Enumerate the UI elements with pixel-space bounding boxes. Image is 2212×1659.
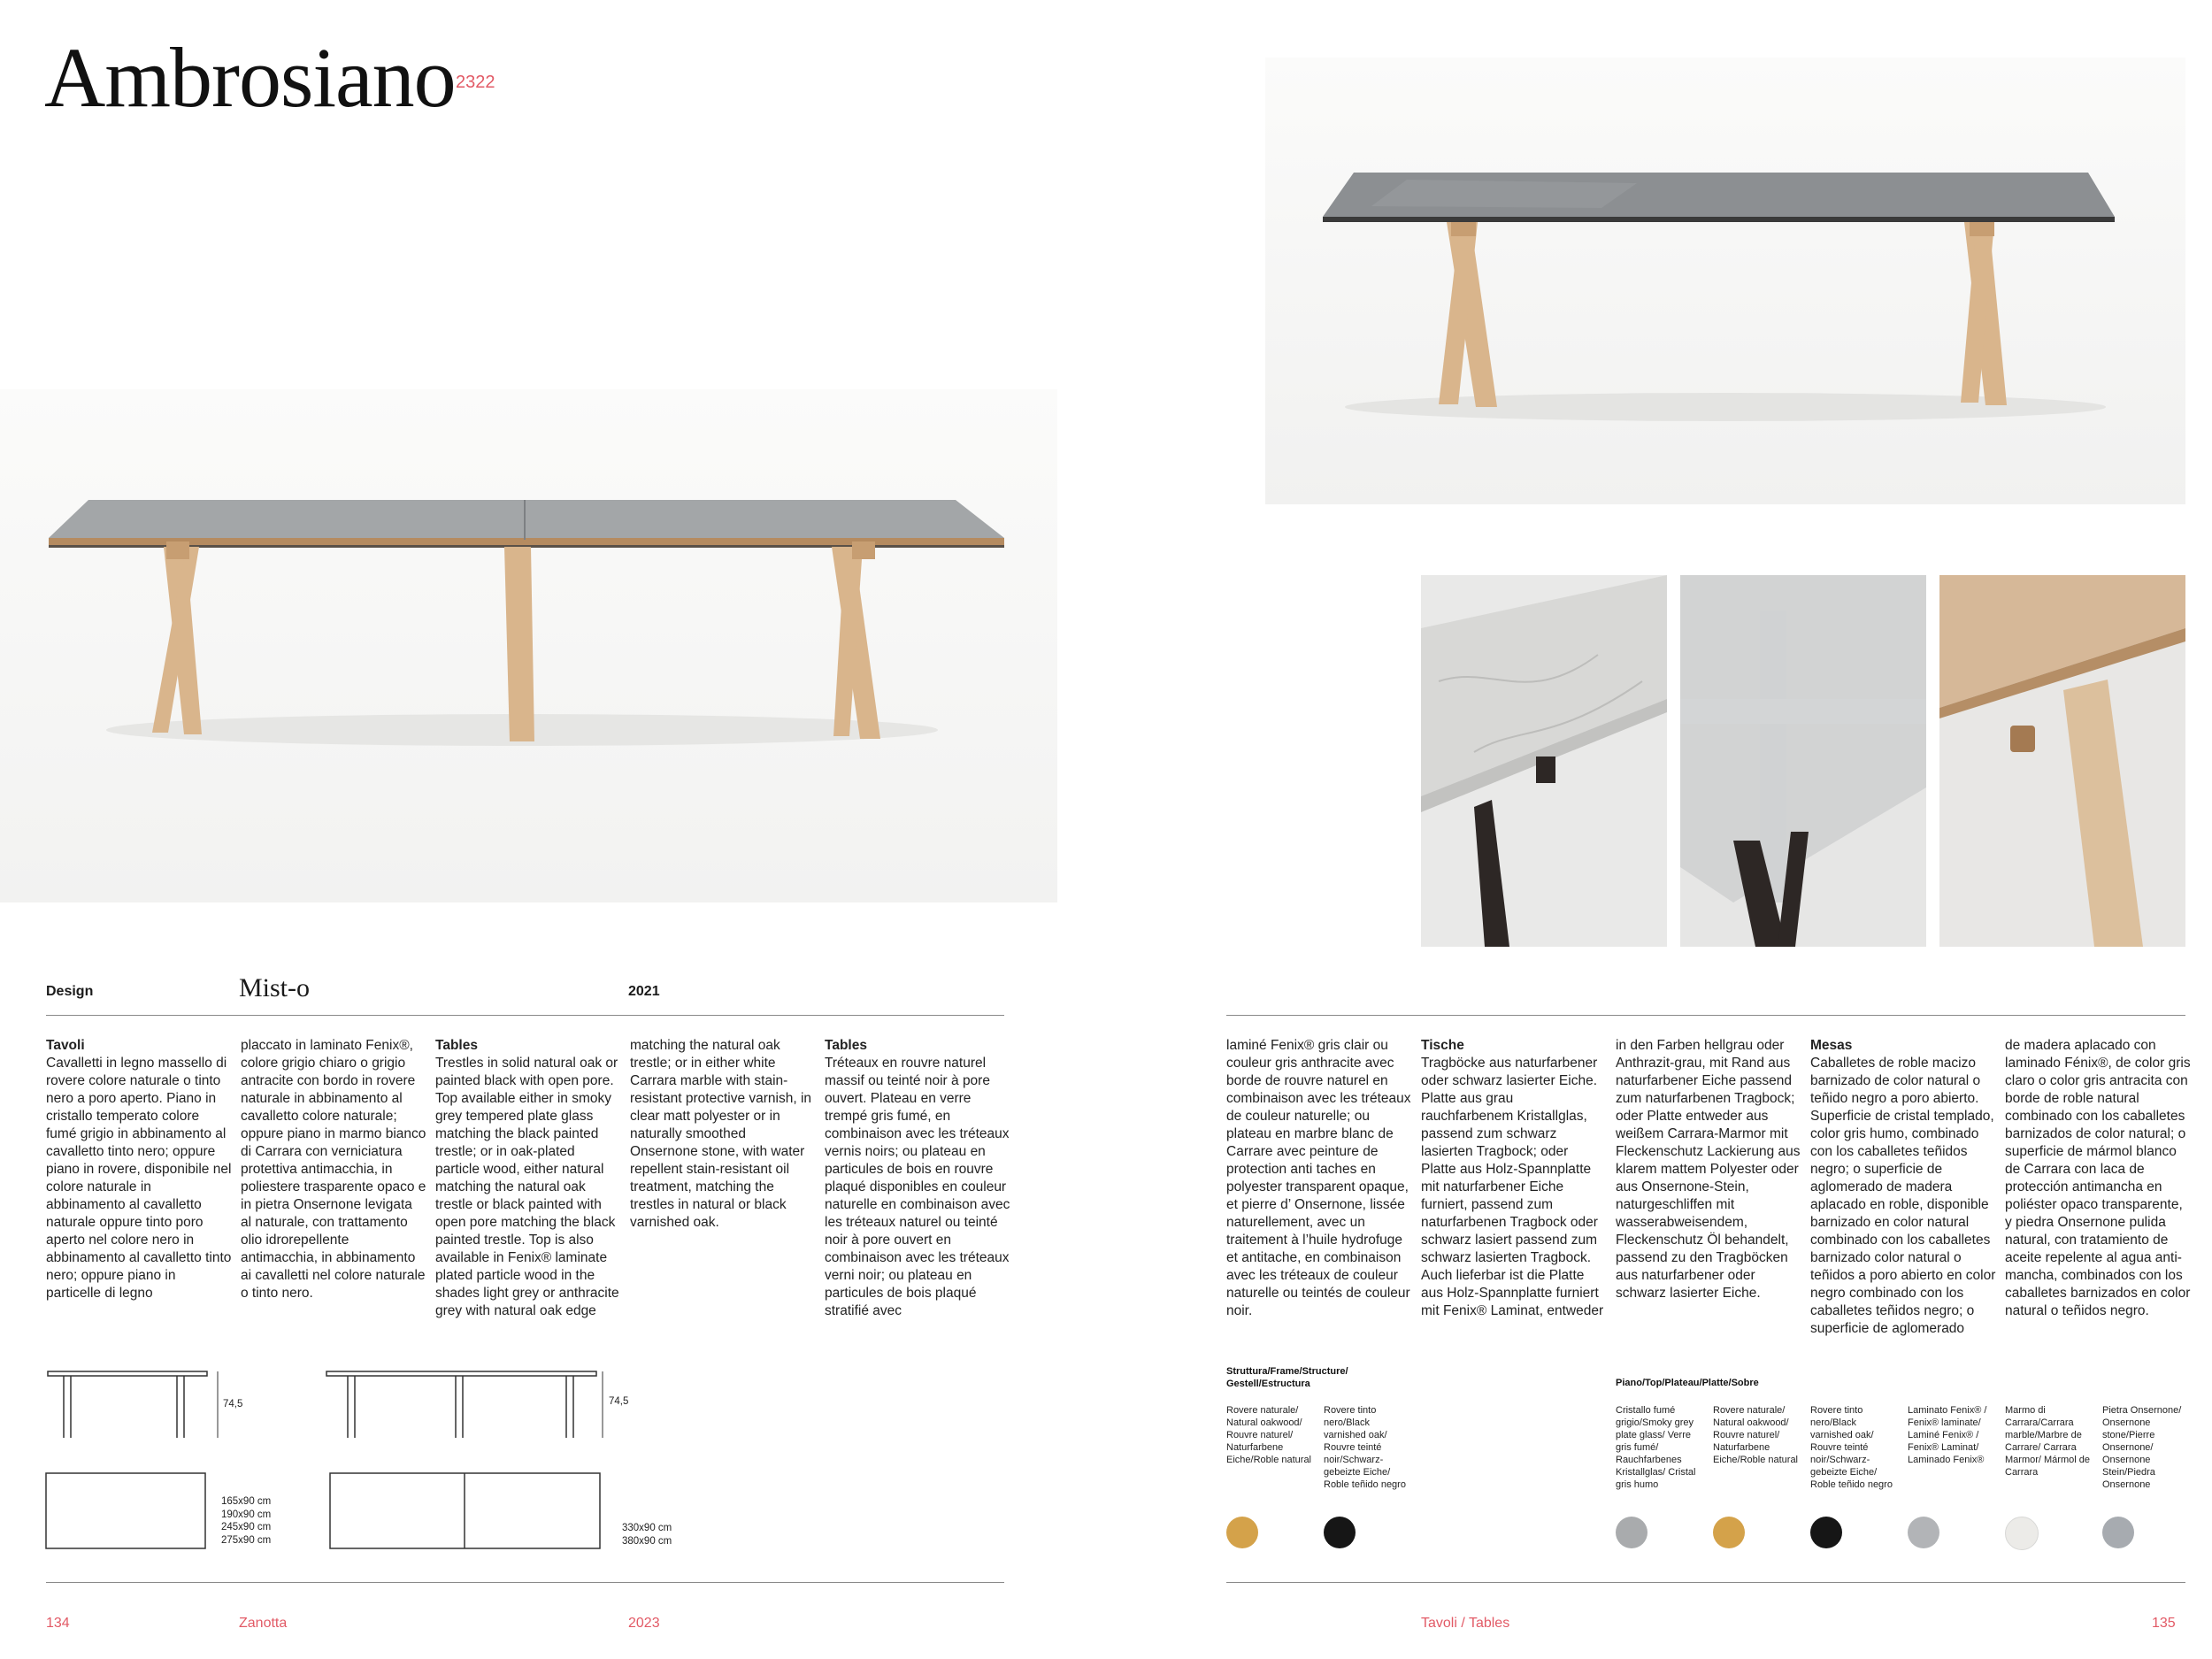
size-item: 190x90 cm	[221, 1509, 272, 1520]
swatch-fenix-laminate	[1908, 1517, 1939, 1548]
swatch-black-oak-frame	[1324, 1517, 1356, 1548]
text-col-de-2	[1616, 1037, 1801, 1302]
page-number-left: 134	[46, 1616, 70, 1631]
photo-table-grey-top	[1265, 58, 2185, 504]
footer-year: 2023	[628, 1616, 660, 1631]
designer-name: Mist-o	[239, 973, 311, 1002]
text-col-en-1	[435, 1037, 621, 1320]
top-finish-label: Rovere tinto nero/Black varnished oak/ Rouvre teinté noir/Schwarz-gebeizte Eiche/ Roble teñido negro	[1810, 1405, 1893, 1490]
top-finishes-heading: Piano/Top/Plateau/Platte/Sobre	[1616, 1378, 1759, 1388]
swatch-natural-oak-top	[1713, 1517, 1745, 1548]
photo-detail-oak	[1939, 575, 2185, 947]
design-year: 2021	[628, 984, 660, 999]
text-col-it-2	[241, 1037, 426, 1302]
paragraph-en-2: matching the natural oak trestle; or in either white Carrara marble with stain-resistant protective varnish, in clear matt polyester or in naturally smoothed Onsernone stone, with water repellent stain-resistant oil treatment, matching the trestles in natural or black varnished oak.	[630, 1038, 812, 1230]
marble-detail-illustration	[1421, 575, 1667, 947]
size-item: 380x90 cm	[622, 1535, 672, 1547]
text-col-fr-2	[1226, 1037, 1412, 1320]
grey-top-table-illustration	[1265, 58, 2185, 504]
paragraph-en-1: Trestles in solid natural oak or painted black with open pore. Top available either in smoky grey tempered plate glass matching the black painted trestle; or in oak-plated particle wood, either natural matching the natural oak trestle or black painted with open pore matching the black painted trestle. Top is also available in Fenix® laminate plated particle wood in the shades light grey or anthracite grey with natural oak edge	[435, 1056, 619, 1318]
text-col-en-2	[630, 1037, 816, 1232]
divider-left-bottom	[46, 1582, 1004, 1583]
design-label: Design	[46, 984, 94, 999]
text-col-it-1	[46, 1037, 232, 1302]
footer-brand: Zanotta	[239, 1616, 288, 1631]
oak-detail-illustration	[1939, 575, 2185, 947]
height-label-1: 74,5	[223, 1399, 243, 1409]
glass-detail-illustration	[1680, 575, 1926, 947]
text-col-fr-1	[825, 1037, 1010, 1320]
photo-detail-marble	[1421, 575, 1667, 947]
sizes-list-2	[622, 1522, 672, 1548]
height-label-2: 74,5	[609, 1396, 629, 1407]
heading-it: Tavoli	[46, 1038, 85, 1053]
product-code: 2322	[456, 73, 495, 92]
paragraph-fr-2: laminé Fenix® gris clair ou couleur gris anthracite avec borde de rouvre naturel en combinaison avec les tréteaux de couleur naturelle; ou plateau en marbre blanc de Carrare avec peinture de protection anti taches en polyester transparent opaque, et pierre d’ Onsernone, lissée naturellement, avec un traitement à l’huile hydrofuge et antitache, en combinaison avec les tréteaux de couleur naturelle ou teintés de couleur noir.	[1226, 1038, 1411, 1318]
long-table-illustration	[0, 389, 1057, 902]
heading-es: Mesas	[1810, 1038, 1853, 1053]
paragraph-es-1: Caballetes de roble macizo barnizado de color natural o teñido negro a poro abierto. Superficie de cristal templado, color gris humo, combinado con los caballetes teñidos negro; o superficie de aglomerado de madera aplacado en roble, disponible barnizado en color natural combinado con los caballetes barnizado color natural o teñidos a poro abierto en color negro combinado con los caballetes teñidos negro; o superficie de aglomerado	[1810, 1056, 1996, 1336]
footer-section: Tavoli / Tables	[1421, 1616, 1510, 1631]
size-item: 330x90 cm	[622, 1523, 672, 1533]
swatch-black-oak-top	[1810, 1517, 1842, 1548]
top-finish-label: Marmo di Carrara/Carrara marble/Marbre de Carrare/ Carrara Marmor/ Mármol de Carrara	[2005, 1405, 2090, 1478]
divider-left-top	[46, 1015, 1004, 1016]
heading-en: Tables	[435, 1038, 478, 1053]
frame-finishes-heading: Struttura/Frame/Structure/ Gestell/Estructura	[1226, 1366, 1348, 1389]
swatch-onsernone-stone	[2102, 1517, 2134, 1548]
photo-long-table	[0, 389, 1057, 902]
divider-right-bottom	[1226, 1582, 2185, 1583]
size-item: 165x90 cm	[221, 1496, 272, 1507]
photo-detail-glass	[1680, 575, 1926, 947]
text-col-es-2	[2005, 1037, 2191, 1320]
drawing-small-table	[44, 1367, 230, 1553]
paragraph-es-2: de madera aplacado con laminado Fénix®, de color gris claro o color gris antracita con borde de roble natural combinado con los caballetes barnizados de color natural; o superficie de mármol blanco de Carrara con laca de protección antimancha en poliéster opaco transparente, y piedra Onsernone pulida natural, con tratamiento de aceite repelente al agua anti-mancha, combinados con los caballetes barnizados en color natural o teñidos negro.	[2005, 1038, 2191, 1318]
drawing-large-table	[323, 1367, 606, 1553]
top-finish-label: Cristallo fumé grigio/Smoky grey plate glass/ Verre gris fumé/ Rauchfarbenes Kristallglas/ Cristal gris humo	[1616, 1405, 1696, 1490]
paragraph-de-2: in den Farben hellgrau oder Anthrazit-grau, mit Rand aus naturfarbener Eiche passend zum naturfarbenen Tragbock; oder Platte entweder aus weißem Carrara-Marmor mit Fleckenschutz Lackierung aus klarem mattem Polyester oder aus Onsernone-Stein, naturgeschliffen mit wasserabweisendem, Fleckenschutz Öl behandelt, passend zu den Tragböcken aus naturfarbener oder schwarz lasierter Eiche.	[1616, 1038, 1801, 1301]
text-col-es-1	[1810, 1037, 1996, 1338]
swatch-smoky-glass	[1616, 1517, 1647, 1548]
sizes-list-1	[221, 1495, 271, 1547]
top-finish-label: Rovere naturale/ Natural oakwood/ Rouvre naturel/ Naturfarbene Eiche/Roble natural	[1713, 1405, 1799, 1465]
text-col-de-1	[1421, 1037, 1607, 1320]
product-title: Ambrosiano	[44, 30, 456, 125]
paragraph-it-1: Cavalletti in legno massello di rovere colore naturale o tinto nero a poro aperto. Piano in cristallo temperato colore fumé grigio in abbinamento al cavalletto tinto nero; oppure piano in rovere, disponibile nel colore naturale in abbinamento al cavalletto naturale oppure tinto poro aperto nel colore nero in abbinamento al cavalletto tinto nero; oppure piano in particelle di legno	[46, 1056, 232, 1301]
swatch-natural-oak-frame	[1226, 1517, 1258, 1548]
size-item: 245x90 cm	[221, 1522, 272, 1532]
paragraph-it-2: placcato in laminato Fenix®, colore grigio chiaro o grigio antracite con bordo in rovere naturale in abbinamento al cavalletto colore naturale; oppure piano in marmo bianco di Carrara con verniciatura protettiva antimacchia, in poliestere trasparente opaco e in pietra Onsernone levigata al naturale, con trattamento olio idrorepellente antimacchia, in abbinamento ai cavalletti nel colore naturale o tinto nero.	[241, 1038, 426, 1301]
paragraph-de-1: Tragböcke aus naturfarbener oder schwarz lasierter Eiche. Platte aus grau rauchfarbenem Kristallglas, passend zum schwarz lasierten Tragbock; oder Platte aus Holz-Spannplatte mit naturfarbener Eiche furniert, passend zum naturfarbenen Tragbock oder schwarz lasiert passend zum schwarz lasierten Tragbock. Auch lieferbar ist die Platte aus Holz-Spannplatte furniert mit Fenix® Laminat, entweder	[1421, 1056, 1604, 1318]
frame-finish-label: Rovere naturale/ Natural oakwood/ Rouvre naturel/ Naturfarbene Eiche/Roble natural	[1226, 1405, 1312, 1465]
frame-finish-label: Rovere tinto nero/Black varnished oak/ Rouvre teinté noir/Schwarz-gebeizte Eiche/ Roble teñido negro	[1324, 1405, 1406, 1490]
divider-right-top	[1226, 1015, 2185, 1016]
size-item: 275x90 cm	[221, 1534, 272, 1546]
heading-fr: Tables	[825, 1038, 867, 1053]
top-finish-label: Laminato Fenix® / Fenix® laminate/ Laminé Fenix® / Fenix® Laminat/ Laminado Fenix®	[1908, 1405, 1987, 1465]
paragraph-fr-1: Tréteaux en rouvre naturel massif ou teinté noir à pore ouvert. Plateau en verre trempé gris fumé, en combinaison avec les tréteaux vernis noirs; ou plateau en particules de bois en rouvre plaqué disponibles en couleur naturelle en combinaison avec les tréteaux naturel ou teinté noir à pore ouvert en combinaison avec les tréteaux verni noir; ou plateau en particules de bois plaqué stratifié avec	[825, 1056, 1010, 1318]
heading-de: Tische	[1421, 1038, 1464, 1053]
page-number-right: 135	[2152, 1616, 2176, 1631]
swatch-carrara-marble	[2005, 1517, 2039, 1550]
top-finish-label: Pietra Onsernone/ Onsernone stone/Pierre Onsernone/ Onsernone Stein/Piedra Onsernone	[2102, 1405, 2182, 1490]
